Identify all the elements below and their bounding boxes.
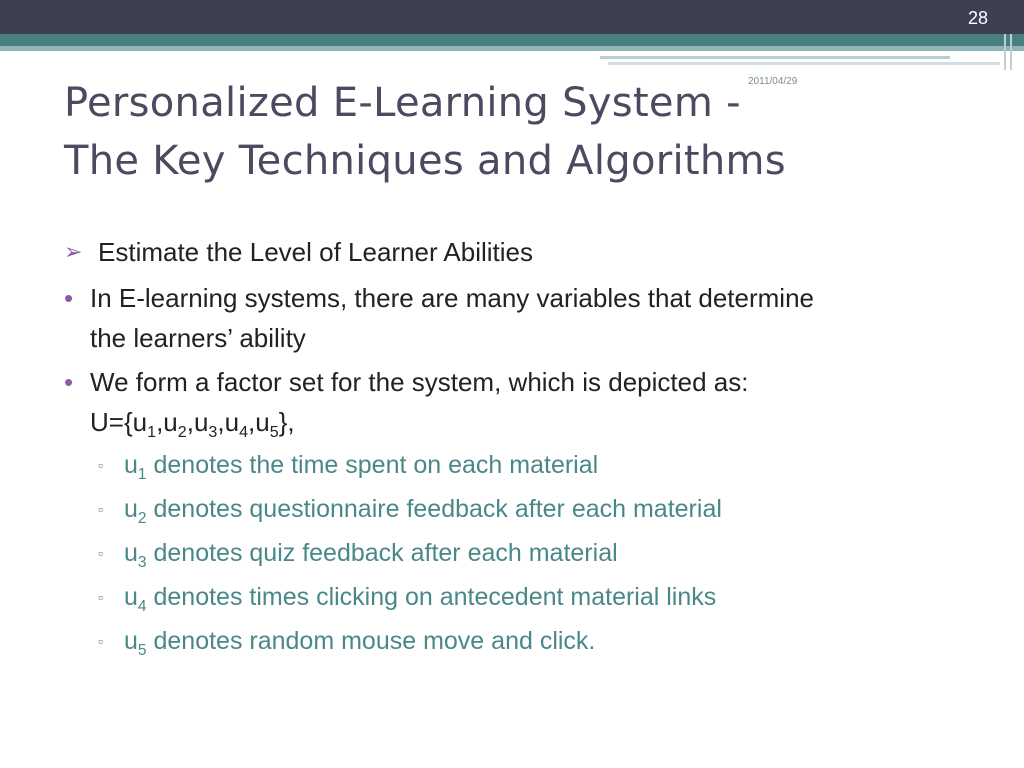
- slide-body: [64, 232, 1004, 662]
- factor-set-formula: $U=\{u_1,u_2,u_3,u_4,u_5\}$,: [90, 407, 295, 442]
- decorative-vertical-line: [1004, 34, 1006, 70]
- slide-date: 2011/04/29: [748, 76, 798, 87]
- list-item: [64, 362, 1004, 442]
- heading-text: Estimate the Level of Learner Abilities: [98, 237, 534, 267]
- title-line-2: The Key Techniques and Algorithms: [64, 138, 786, 184]
- arrow-bullet-icon: ➢: [64, 239, 83, 264]
- teal-stripe: [0, 34, 1024, 46]
- top-banner: [0, 0, 1024, 34]
- square-bullet-icon: ▫: [98, 589, 103, 605]
- sub-list-item: ▫ $u_3$ denotes quiz feedback after each material: [64, 532, 1004, 574]
- sub-list-item: ▫ $u_4$ denotes times clicking on antecedent material links: [64, 576, 1004, 618]
- teal-stripe-light: [0, 46, 1024, 51]
- sub-list-item: ▫ $u_1$ denotes the time spent on each material: [64, 444, 1004, 486]
- bullet-text: the learners’ ability: [90, 323, 306, 353]
- decorative-line: [600, 56, 950, 59]
- bullet-icon: •: [64, 283, 74, 313]
- bullet-text: We form a factor set for the system, which is depicted as:: [90, 367, 749, 397]
- title-line-1: Personalized E-Learning System -: [64, 80, 741, 126]
- slide-number: 28: [967, 8, 988, 28]
- sub-list-item: ▫ $u_5$ denotes random mouse move and click.: [64, 620, 1004, 662]
- square-bullet-icon: ▫: [98, 545, 103, 561]
- square-bullet-icon: ▫: [98, 501, 103, 517]
- slide-title: [64, 74, 964, 190]
- bullet-text: In E-learning systems, there are many variables that determine: [90, 283, 815, 313]
- square-bullet-icon: ▫: [98, 457, 103, 473]
- decorative-vertical-line: [1010, 34, 1012, 70]
- decorative-line: [608, 62, 1000, 65]
- bullet-icon: •: [64, 367, 74, 397]
- square-bullet-icon: ▫: [98, 633, 103, 649]
- list-item: [64, 278, 1004, 358]
- heading-item: [64, 232, 1004, 272]
- sub-list-item: ▫ $u_2$ denotes questionnaire feedback after each material: [64, 488, 1004, 530]
